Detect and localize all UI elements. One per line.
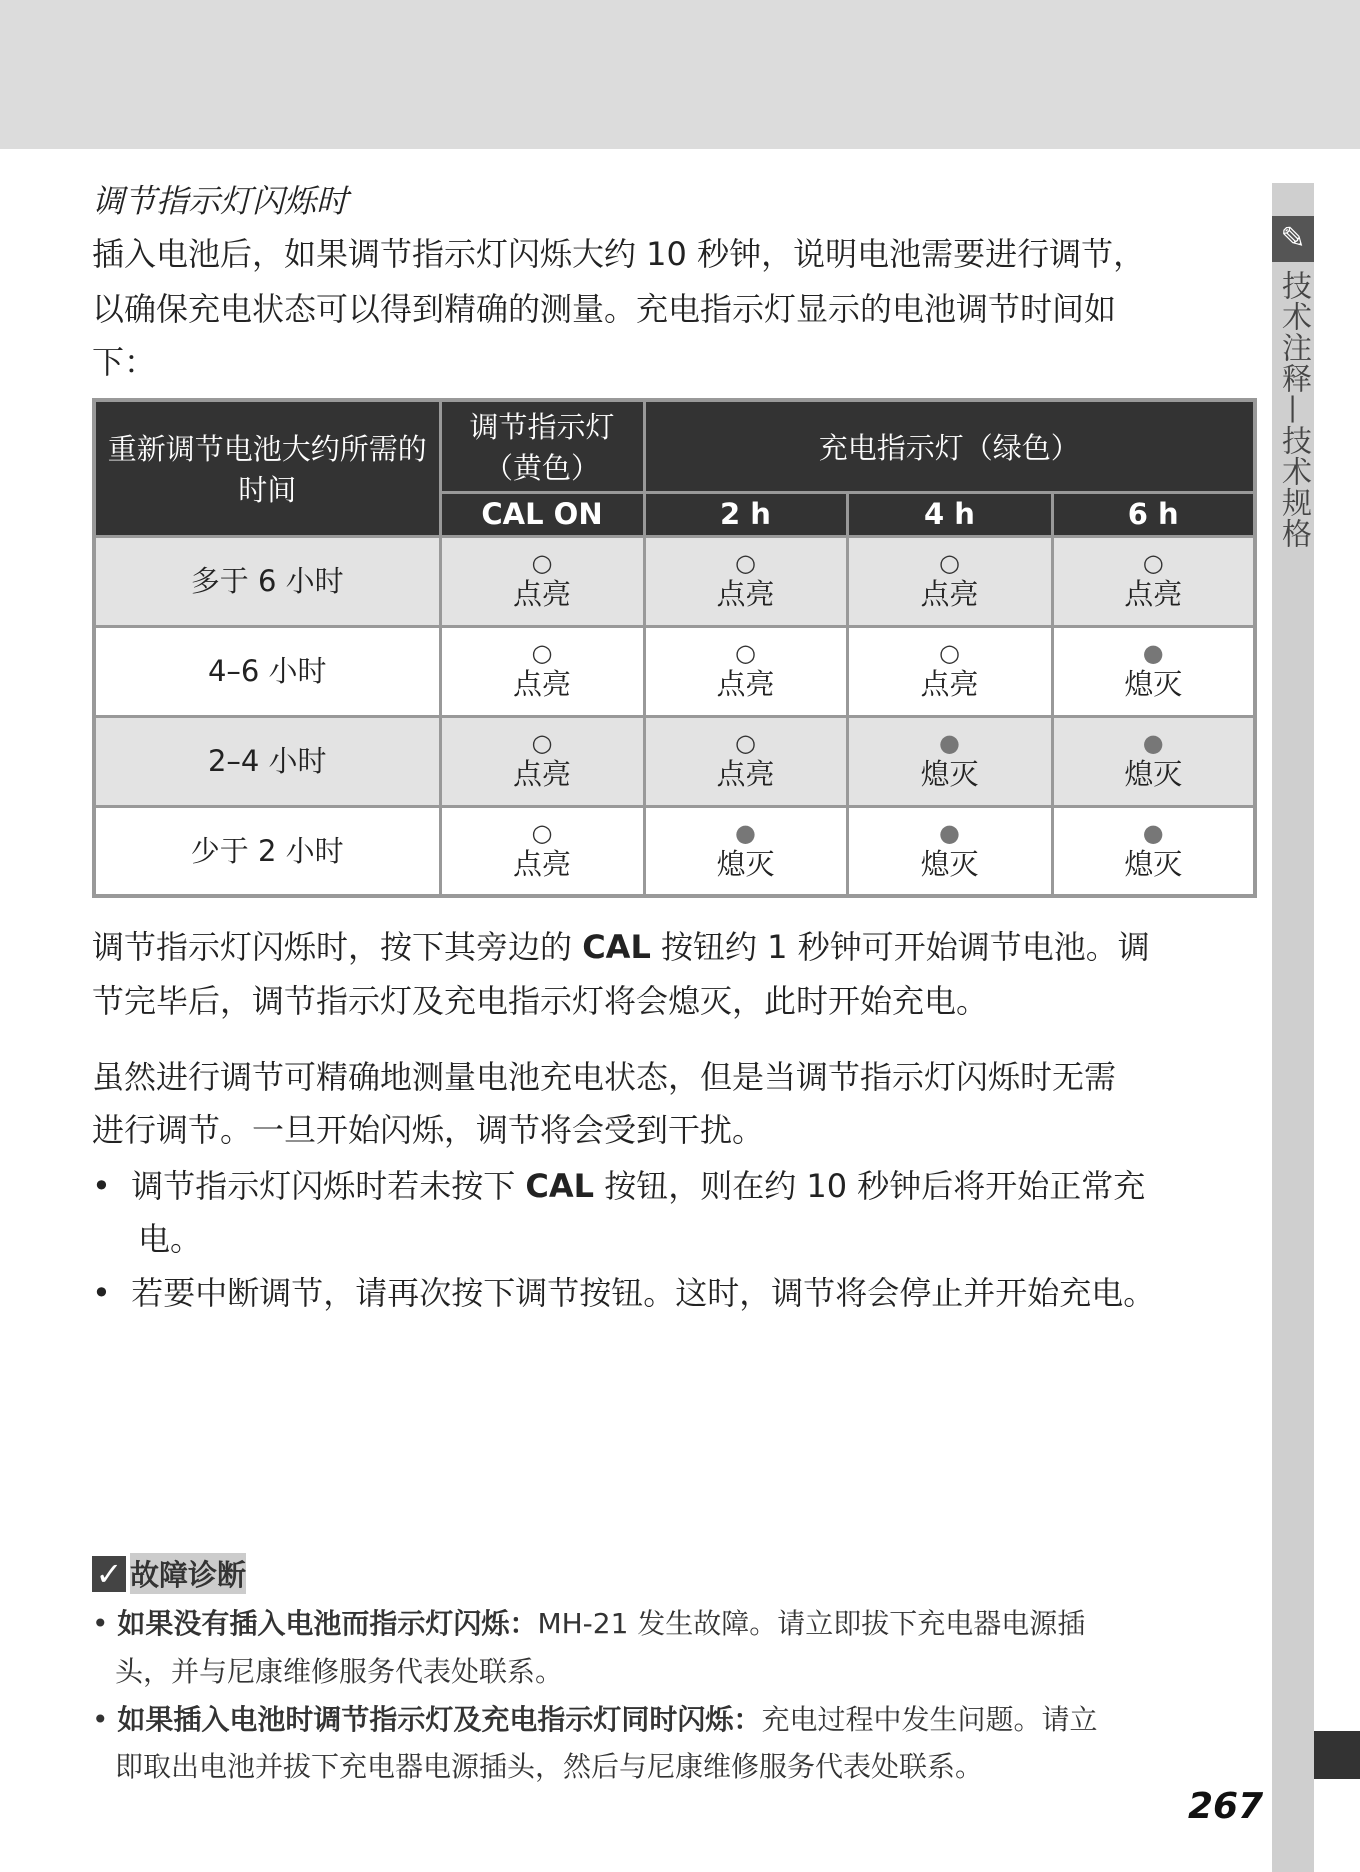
- page-edge-marker: [1314, 1731, 1360, 1779]
- header-band: [0, 0, 1360, 149]
- check-icon: ✓: [92, 1556, 126, 1592]
- calibration-table: [92, 398, 1257, 898]
- bullet-item: • 若要中断调节，请再次按下调节按钮。这时，调节将会停止并开始充电。: [92, 1274, 1156, 1312]
- state-label: 熄灭: [920, 757, 979, 791]
- lamp-on-icon: ○: [531, 729, 553, 757]
- state-label: 点亮: [716, 667, 775, 701]
- table-row: [94, 536, 1255, 626]
- item-text: MH-21 发生故障。请立即拔下充电器电源插: [537, 1607, 1086, 1640]
- indicator-cell: [644, 716, 847, 806]
- lamp-off-icon: ●: [939, 729, 960, 757]
- state-label: 熄灭: [1124, 846, 1183, 881]
- indicator-cell: [644, 806, 847, 896]
- indicator-cell: [440, 806, 644, 896]
- lamp-on-icon: ○: [531, 549, 553, 577]
- para3-line: 虽然进行调节可精确地测量电池充电状态，但是当调节指示灯闪烁时无需: [92, 1058, 1117, 1096]
- bullet-item: • 调节指示灯闪烁时若未按下 CAL 按钮，则在约 10 秒钟后将开始正常充: [92, 1167, 1146, 1205]
- intro-line: 下：: [92, 343, 157, 381]
- indicator-cell: [1052, 626, 1255, 716]
- state-label: 熄灭: [1124, 667, 1183, 701]
- table-row: [94, 806, 1255, 896]
- item-title: 如果没有插入电池而指示灯闪烁：: [117, 1607, 538, 1640]
- state-label: 点亮: [716, 577, 775, 611]
- indicator-cell: [1052, 716, 1255, 806]
- state-label: 熄灭: [716, 846, 775, 881]
- text: 若要中断调节，请再次按下调节按钮。这时，调节将会停止并开始充电。: [131, 1274, 1156, 1312]
- time-cell: 少于 2 小时: [94, 806, 440, 896]
- header-cal: 调节指示灯（黄色）: [440, 400, 644, 492]
- sub-cal-on: CAL ON: [440, 492, 644, 536]
- side-tab-label: 技术注释—技术规格: [1276, 270, 1311, 549]
- para3-line: 进行调节。一旦开始闪烁，调节将会受到干扰。: [92, 1111, 765, 1149]
- troubleshoot-heading: [92, 1553, 246, 1594]
- lamp-on-icon: ○: [939, 639, 960, 667]
- lamp-on-icon: ○: [735, 639, 756, 667]
- item-text: 充电过程中发生问题。请立: [761, 1703, 1098, 1736]
- indicator-cell: [1052, 806, 1255, 896]
- lamp-on-icon: ○: [531, 639, 553, 667]
- state-label: 点亮: [512, 846, 571, 881]
- indicator-cell: [847, 806, 1052, 896]
- intro-line: 插入电池后，如果调节指示灯闪烁大约 10 秒钟，说明电池需要进行调节，: [92, 235, 1146, 273]
- lamp-on-icon: ○: [1142, 549, 1164, 577]
- state-label: 点亮: [512, 667, 571, 701]
- page-number: 267: [1188, 1786, 1264, 1827]
- item-title: 如果插入电池时调节指示灯及充电指示灯同时闪烁：: [117, 1703, 762, 1736]
- lamp-on-icon: ○: [531, 818, 553, 847]
- para2-line: 节完毕后，调节指示灯及充电指示灯将会熄灭，此时开始充电。: [92, 982, 989, 1020]
- state-label: 点亮: [920, 667, 979, 701]
- indicator-cell: [440, 716, 644, 806]
- time-cell: 2–4 小时: [94, 716, 440, 806]
- table-row: [94, 626, 1255, 716]
- bullet-cont: 电。: [138, 1220, 203, 1258]
- lamp-off-icon: ●: [1142, 639, 1164, 667]
- lamp-off-icon: ●: [1142, 818, 1164, 847]
- time-cell: 多于 6 小时: [94, 536, 440, 626]
- header-charge: 充电指示灯（绿色）: [644, 400, 1255, 492]
- lamp-on-icon: ○: [939, 549, 960, 577]
- sub-2h: 2 h: [644, 492, 847, 536]
- lamp-off-icon: ●: [735, 818, 756, 847]
- indicator-cell: [440, 536, 644, 626]
- lamp-off-icon: ●: [939, 818, 960, 847]
- state-label: 点亮: [920, 577, 979, 611]
- cal-label: CAL: [525, 1167, 595, 1205]
- troubleshoot-cont: 即取出电池并拔下充电器电源插头，然后与尼康维修服务代表处联系。: [115, 1750, 984, 1783]
- indicator-cell: [440, 626, 644, 716]
- state-label: 熄灭: [1124, 757, 1183, 791]
- troubleshoot-title: 故障诊断: [130, 1553, 246, 1594]
- state-label: 熄灭: [920, 846, 979, 881]
- indicator-cell: [644, 626, 847, 716]
- state-label: 点亮: [512, 577, 571, 611]
- table-row: [94, 716, 1255, 806]
- lamp-on-icon: ○: [735, 729, 756, 757]
- troubleshoot-item: • 如果插入电池时调节指示灯及充电指示灯同时闪烁：充电过程中发生问题。请立: [92, 1703, 1098, 1736]
- para2-line: [92, 927, 1150, 967]
- intro-line: 以确保充电状态可以得到精确的测量。充电指示灯显示的电池调节时间如: [92, 290, 1117, 328]
- sub-4h: 4 h: [847, 492, 1052, 536]
- state-label: 点亮: [512, 757, 571, 791]
- header-time: 重新调节电池大约所需的时间: [94, 400, 440, 536]
- pen-scroll-icon: ✎: [1272, 216, 1314, 262]
- text: 按钮约 1 秒钟可开始调节电池。调: [650, 928, 1150, 966]
- indicator-cell: [644, 536, 847, 626]
- text: 按钮，则在约 10 秒钟后将开始正常充: [594, 1167, 1146, 1205]
- lamp-off-icon: ●: [1142, 729, 1164, 757]
- troubleshoot-cont: 头，并与尼康维修服务代表处联系。: [115, 1655, 564, 1688]
- troubleshoot-item: • 如果没有插入电池而指示灯闪烁：MH-21 发生故障。请立即拔下充电器电源插: [92, 1607, 1086, 1640]
- indicator-cell: [1052, 536, 1255, 626]
- text: 调节指示灯闪烁时若未按下: [131, 1167, 526, 1205]
- sub-6h: 6 h: [1052, 492, 1255, 536]
- time-cell: 4–6 小时: [94, 626, 440, 716]
- indicator-cell: [847, 626, 1052, 716]
- state-label: 点亮: [1124, 577, 1183, 611]
- lamp-on-icon: ○: [735, 549, 756, 577]
- text: 调节指示灯闪烁时，按下其旁边的: [92, 928, 583, 966]
- state-label: 点亮: [716, 757, 775, 791]
- section-title: 调节指示灯闪烁时: [92, 182, 349, 220]
- indicator-cell: [847, 716, 1052, 806]
- cal-label: CAL: [582, 928, 651, 966]
- indicator-cell: [847, 536, 1052, 626]
